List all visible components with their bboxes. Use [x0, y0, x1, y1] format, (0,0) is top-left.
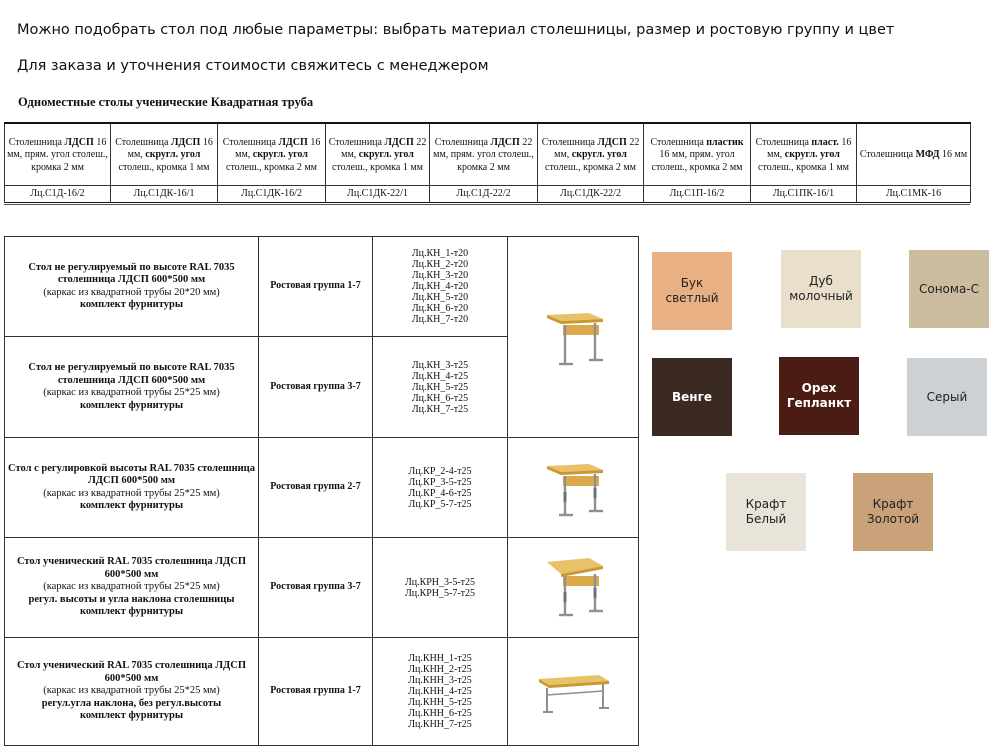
product-description	[5, 538, 259, 638]
tabletop-codes-table	[4, 122, 971, 203]
product-title: Стол не регулируемый по высоте RAL 7035 столешница ЛДСП 600*500 мм	[28, 261, 235, 285]
tabletop-spec: Столешница	[650, 136, 707, 148]
product-row	[5, 237, 639, 337]
tabletop-code: Лц.С1ПК-16/1	[751, 186, 857, 203]
color-swatch	[726, 473, 806, 551]
tabletop-spec: столеш., кромка 1 мм	[758, 161, 849, 173]
color-swatch	[907, 358, 987, 436]
product-code: Лц.КН_6-т25	[411, 392, 469, 404]
product-codes	[373, 337, 508, 438]
product-row	[5, 438, 639, 538]
product-kit: комплект фурнитуры	[79, 299, 184, 310]
desk-image	[508, 638, 639, 746]
tabletop-material: ЛДСП	[64, 136, 94, 148]
tabletop-material: пласт.	[811, 136, 839, 148]
tabletop-option-header	[538, 123, 644, 186]
product-extra: регул. высоты и угла наклона столешницы	[28, 593, 235, 605]
tabletop-spec: столеш., кромка 1 мм	[118, 161, 210, 173]
tabletop-spec: столеш., кромка 2 мм	[226, 161, 317, 173]
divider-line	[4, 204, 970, 205]
product-frame: (каркас из квадратной трубы 20*20 мм)	[43, 286, 220, 298]
tabletop-material: ЛДСП	[490, 136, 520, 148]
product-frame: (каркас из квадратной трубы 25*25 мм)	[43, 387, 220, 398]
swatch-label: Бук	[680, 276, 704, 290]
tabletop-material: ЛДСП	[384, 136, 414, 148]
product-frame: (каркас из квадратной трубы 25*25 мм)	[43, 581, 220, 593]
tabletop-material: пластик	[706, 136, 744, 148]
tabletop-option-header	[5, 123, 111, 186]
swatch-label: Венге	[672, 389, 712, 404]
tabletop-spec: 16 мм,	[127, 136, 213, 161]
product-code: Лц.КН_4-т20	[411, 281, 469, 292]
product-codes	[373, 538, 508, 638]
swatch-label: Крафт	[745, 497, 787, 511]
tabletop-option-header	[326, 123, 430, 186]
product-code: Лц.КН_3-т25	[411, 359, 469, 371]
tabletop-code: Лц.С1ДК-16/2	[218, 186, 326, 203]
tabletop-spec: Столешница	[755, 136, 812, 148]
product-code: Лц.КНН_2-т25	[408, 664, 472, 675]
product-code: Лц.КРН_5-7-т25	[404, 587, 476, 599]
height-group: Ростовая группа 1-7	[259, 638, 373, 746]
swatch-label: молочный	[789, 289, 853, 303]
tabletop-material: скругл. угол	[145, 149, 201, 161]
product-title: Стол не регулируемый по высоте RAL 7035 столешница ЛДСП 600*500 мм	[28, 362, 235, 386]
tabletop-spec: Столешница	[115, 136, 171, 148]
product-kit: комплект фурнитуры	[79, 606, 184, 618]
color-swatch	[909, 250, 989, 328]
tabletop-code: Лц.С1Д-16/2	[5, 186, 111, 203]
tabletop-code: Лц.С1МК-16	[857, 186, 971, 203]
tabletop-spec: 22 мм,	[554, 136, 640, 161]
tabletop-spec: Столешница	[434, 136, 491, 148]
product-code: Лц.КНН_1-т25	[408, 653, 472, 664]
product-code: Лц.КН_7-т25	[411, 403, 469, 415]
height-group: Ростовая группа 2-7	[259, 438, 373, 538]
swatch-label: светлый	[665, 291, 719, 305]
swatch-label: Орех	[801, 381, 837, 395]
product-frame: (каркас из квадратной трубы 25*25 мм)	[43, 685, 220, 697]
swatch-label: Крафт	[872, 497, 914, 511]
desk-image	[508, 438, 639, 538]
height-group: Ростовая группа 3-7	[259, 337, 373, 438]
tabletop-material: ЛДСП	[597, 136, 627, 148]
product-code: Лц.КРН_3-5-т25	[404, 576, 476, 588]
tabletop-option-header	[430, 123, 538, 186]
tabletop-spec: столеш., кромка 1 мм	[332, 161, 423, 173]
tabletop-code: Лц.С1ДК-16/1	[111, 186, 218, 203]
product-code: Лц.КНН_5-т25	[408, 697, 472, 708]
product-code: Лц.КР_5-7-т25	[408, 498, 472, 510]
product-code: Лц.КР_3-5-т25	[408, 476, 472, 488]
product-description	[5, 638, 259, 746]
intro-line-2: Для заказа и уточнения стоимости свяжитесь с менеджером	[17, 58, 489, 74]
product-row	[5, 638, 639, 746]
product-code: Лц.КН_7-т20	[411, 314, 469, 325]
tabletop-code: Лц.С1ДК-22/1	[326, 186, 430, 203]
tabletop-material: ЛДСП	[170, 136, 201, 148]
product-code: Лц.КНН_6-т25	[408, 708, 472, 719]
product-code: Лц.КНН_7-т25	[408, 719, 472, 730]
products-table	[4, 236, 639, 746]
product-code: Лц.КН_5-т20	[411, 292, 469, 303]
product-code: Лц.КН_4-т25	[411, 370, 469, 382]
tabletop-spec: Столешница	[328, 136, 385, 148]
color-swatch	[652, 358, 732, 436]
tabletop-spec: Столешница	[222, 136, 279, 148]
product-code: Лц.КН_5-т25	[411, 381, 469, 393]
product-code: Лц.КНН_4-т25	[408, 686, 472, 697]
product-kit: комплект фурнитуры	[79, 710, 184, 722]
tabletop-material: скругл. угол	[784, 149, 840, 161]
product-frame: (каркас из квадратной трубы 25*25 мм)	[43, 487, 220, 499]
product-codes	[373, 237, 508, 337]
tabletop-option-header	[857, 123, 971, 186]
tabletop-code: Лц.С1Д-22/2	[430, 186, 538, 203]
swatch-label: Гепланкт	[786, 396, 852, 410]
color-swatch	[779, 357, 859, 435]
tabletop-option-header	[111, 123, 218, 186]
color-swatch	[781, 250, 861, 328]
product-title: Стол с регулировкой высоты RAL 7035 столешница ЛДСП 600*500 мм	[8, 462, 255, 486]
product-row	[5, 538, 639, 638]
desk-image	[508, 237, 639, 438]
tabletop-material: скругл. угол	[571, 149, 627, 161]
swatch-label: Дуб	[809, 274, 833, 288]
tabletop-code: Лц.С1П-16/2	[644, 186, 751, 203]
tabletop-spec: Столешница	[8, 136, 65, 148]
tabletop-spec: 16 мм	[939, 149, 968, 161]
product-codes	[373, 438, 508, 538]
tabletop-option-header	[751, 123, 857, 186]
tabletop-option-header	[218, 123, 326, 186]
tabletop-material: МФД	[915, 149, 940, 161]
product-code: Лц.КН_2-т20	[411, 259, 469, 270]
tabletop-spec: 16 мм,	[235, 136, 321, 161]
tabletop-material: скругл. угол	[358, 149, 414, 161]
product-title: Стол ученический RAL 7035 столешница ЛДСП 600*500 мм	[16, 660, 247, 684]
intro-line-1: Можно подобрать стол под любые параметры: выбрать материал столешницы, размер и ростовую группу и цвет	[17, 22, 895, 38]
product-kit: комплект фурнитуры	[79, 500, 184, 511]
product-extra: регул.угла наклона, без регул.высоты	[41, 697, 222, 709]
tabletop-spec: Столешница	[859, 149, 916, 161]
product-code: Лц.КН_6-т20	[411, 303, 469, 314]
tabletop-spec: 16 мм, прям. угол столеш., кромка 2 мм	[651, 149, 743, 173]
tabletop-spec: Столешница	[541, 136, 598, 148]
product-codes	[373, 638, 508, 746]
product-title: Стол ученический RAL 7035 столешница ЛДСП 600*500 мм	[16, 556, 247, 580]
product-description	[5, 438, 259, 538]
color-swatch	[652, 252, 732, 330]
tabletop-spec: 22 мм, прям. угол столеш., кромка 2 мм	[433, 136, 534, 173]
swatch-label: Серый	[926, 389, 968, 404]
tabletop-spec: 16 мм, прям. угол столеш., кромка 2 мм	[7, 136, 108, 173]
height-group: Ростовая группа 1-7	[259, 237, 373, 337]
product-code: Лц.КР_2-4-т25	[408, 465, 472, 477]
swatch-label: Белый	[745, 512, 787, 526]
product-description	[5, 237, 259, 337]
tabletop-spec: 16 мм,	[767, 136, 852, 161]
swatch-label: Сонома-С	[918, 281, 980, 296]
product-code: Лц.КН_3-т20	[411, 270, 469, 281]
product-description	[5, 337, 259, 438]
color-swatch	[853, 473, 933, 551]
tabletop-code: Лц.С1ДК-22/2	[538, 186, 644, 203]
product-code: Лц.КР_4-6-т25	[408, 487, 472, 499]
product-code: Лц.КН_1-т20	[411, 248, 469, 259]
product-kit: комплект фурнитуры	[79, 399, 184, 411]
tabletop-option-header	[644, 123, 751, 186]
section-title: Одноместные столы ученические Квадратная труба	[18, 95, 314, 109]
tabletop-spec: столеш., кромка 2 мм	[545, 161, 636, 173]
desk-image	[508, 538, 639, 638]
swatch-label: Золотой	[866, 512, 920, 526]
height-group: Ростовая группа 3-7	[259, 538, 373, 638]
product-code: Лц.КНН_3-т25	[408, 675, 472, 686]
tabletop-material: скругл. угол	[252, 149, 308, 161]
tabletop-spec: 22 мм,	[341, 136, 427, 161]
tabletop-material: ЛДСП	[278, 136, 308, 148]
